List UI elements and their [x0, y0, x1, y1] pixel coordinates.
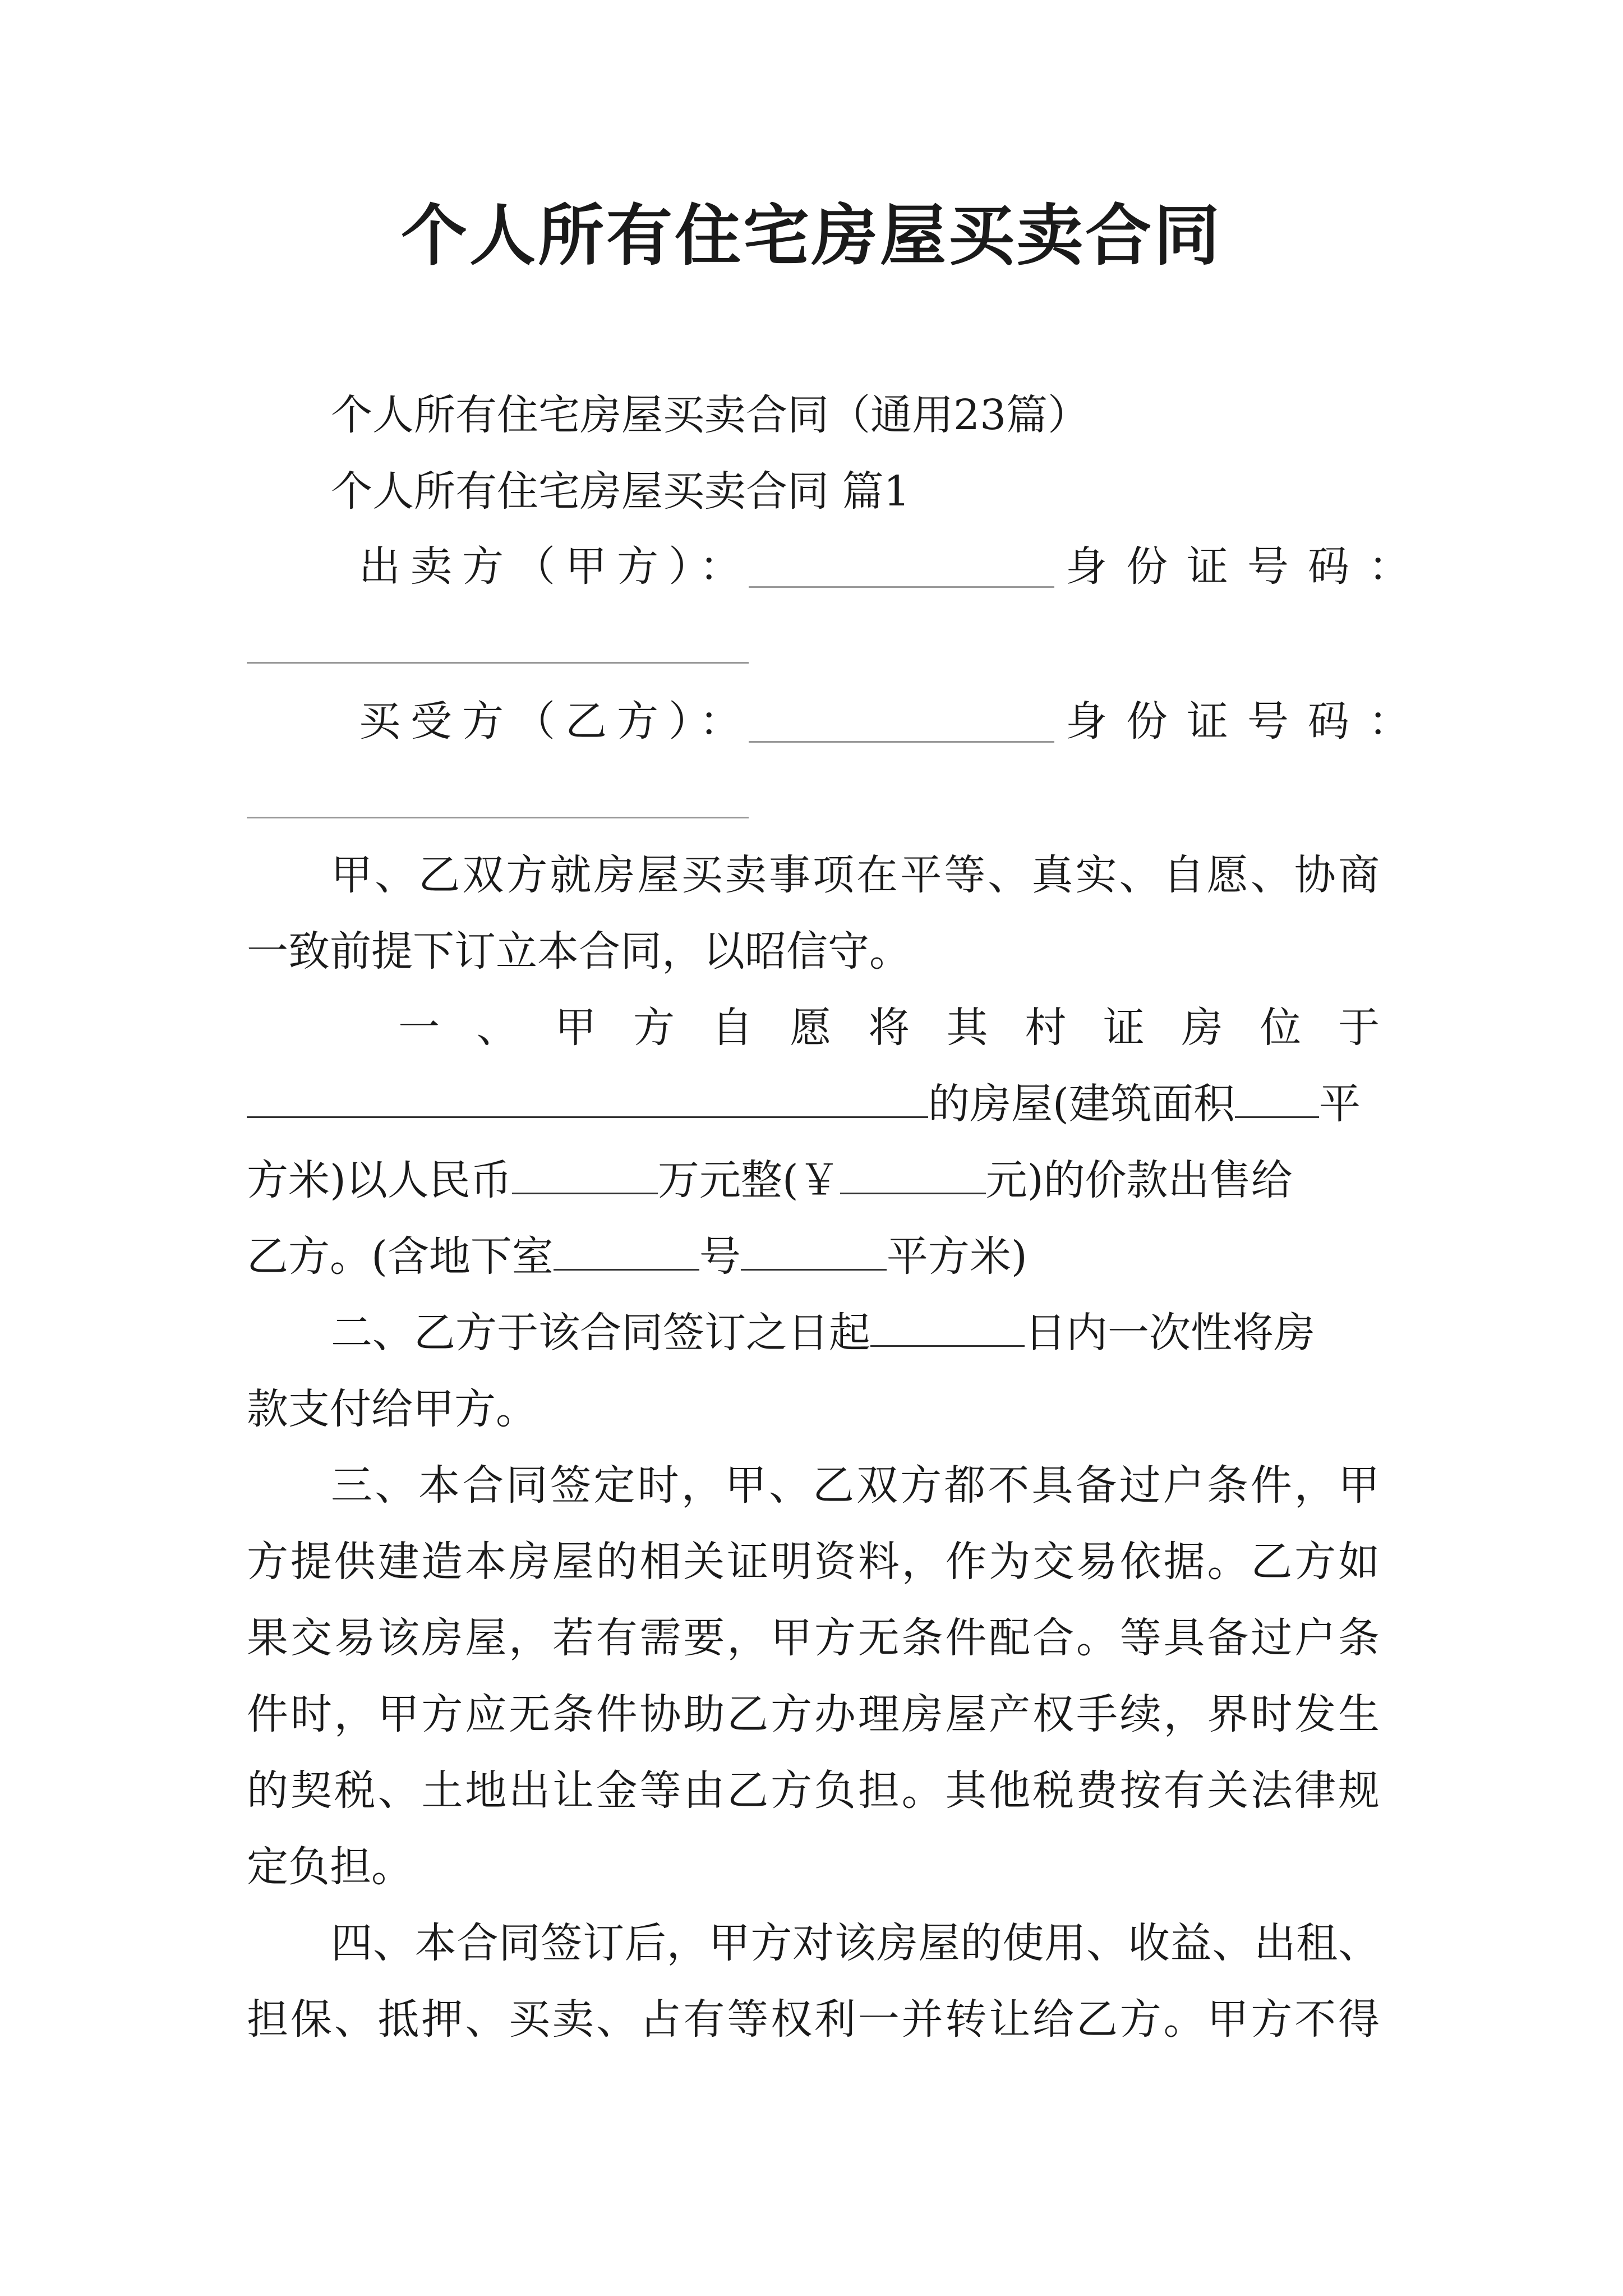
seller-name-blank	[749, 586, 1054, 588]
clause-2-line-1	[331, 1305, 1315, 1361]
buyer-id-blank	[247, 817, 749, 818]
clause-3-line-2: 方提供建造本房屋的相关证明资料，作为交易依据。乙方如	[247, 1538, 1380, 1586]
basement-no-blank	[554, 1232, 699, 1271]
clause-3-line-1: 三、本合同签定时，甲、乙双方都不具备过户条件，甲	[331, 1461, 1380, 1510]
seller-id-blank	[247, 662, 749, 664]
intro-line-2: 一致前提下订立本合同，以昭信守。	[247, 927, 911, 976]
basement-area-blank	[741, 1232, 887, 1271]
area-blank	[1235, 1079, 1319, 1118]
clause-3-line-5: 的契税、土地出让金等由乙方负担。其他税费按有关法律规	[247, 1766, 1380, 1815]
clause-1-text-h: 平方米)	[886, 1232, 1027, 1281]
clause-1-text-g: 号	[699, 1232, 741, 1281]
heading-part: 个人所有住宅房屋买卖合同 篇1	[331, 467, 910, 516]
clause-1-text-b: 平	[1318, 1080, 1361, 1128]
clause-1-line-3	[247, 1152, 1293, 1208]
document-title: 个人所有住宅房屋买卖合同	[400, 196, 1222, 274]
clause-3-line-4: 件时，甲方应无条件协助乙方办理房屋产权手续，界时发生	[247, 1690, 1380, 1738]
clause-1-line-4	[247, 1228, 1027, 1285]
clause-1-text-f: 乙方。(含地下室	[247, 1232, 554, 1281]
clause-1-text-e: 元)的价款出售给	[985, 1156, 1293, 1204]
clause-2-text-a: 二、乙方于该合同签订之日起	[331, 1309, 870, 1357]
clause-1-line-2	[247, 1076, 1361, 1132]
buyer-name-blank	[749, 741, 1054, 743]
heading-collection: 个人所有住宅房屋买卖合同（通用23篇）	[331, 391, 1090, 439]
clause-3-line-6: 定负担。	[247, 1843, 413, 1891]
seller-id-label: 身份证号码：	[1066, 542, 1429, 591]
clause-2-text-b: 日内一次性将房	[1025, 1309, 1315, 1357]
clause-3-line-3: 果交易该房屋，若有需要，甲方无条件配合。等具备过户条	[247, 1614, 1380, 1662]
price-wan-blank	[512, 1156, 658, 1194]
clause-1-text-d: 万元整(￥	[657, 1156, 840, 1204]
clause-2-line-2: 款支付给甲方。	[247, 1385, 537, 1433]
intro-line-1: 甲、乙双方就房屋买卖事项在平等、真实、自愿、协商	[331, 851, 1380, 899]
clause-4-line-2: 担保、抵押、买卖、占有等权利一并转让给乙方。甲方不得	[247, 1995, 1380, 2044]
clause-4-line-1: 四、本合同签订后，甲方对该房屋的使用、收益、出租、	[331, 1919, 1380, 1967]
clause-1-line-1: 一、甲方自愿将其村证房位于	[398, 1004, 1380, 1052]
clause-1-text-a: 的房屋(建筑面积	[928, 1080, 1235, 1128]
buyer-label: 买受方（乙方）：	[359, 697, 751, 746]
price-yuan-blank	[840, 1156, 986, 1194]
seller-label: 出卖方（甲方）：	[359, 542, 751, 591]
payment-days-blank	[870, 1308, 1025, 1347]
location-blank	[247, 1079, 928, 1118]
buyer-id-label: 身份证号码：	[1066, 697, 1429, 746]
clause-1-text-c: 方米)以人民币	[247, 1156, 512, 1204]
